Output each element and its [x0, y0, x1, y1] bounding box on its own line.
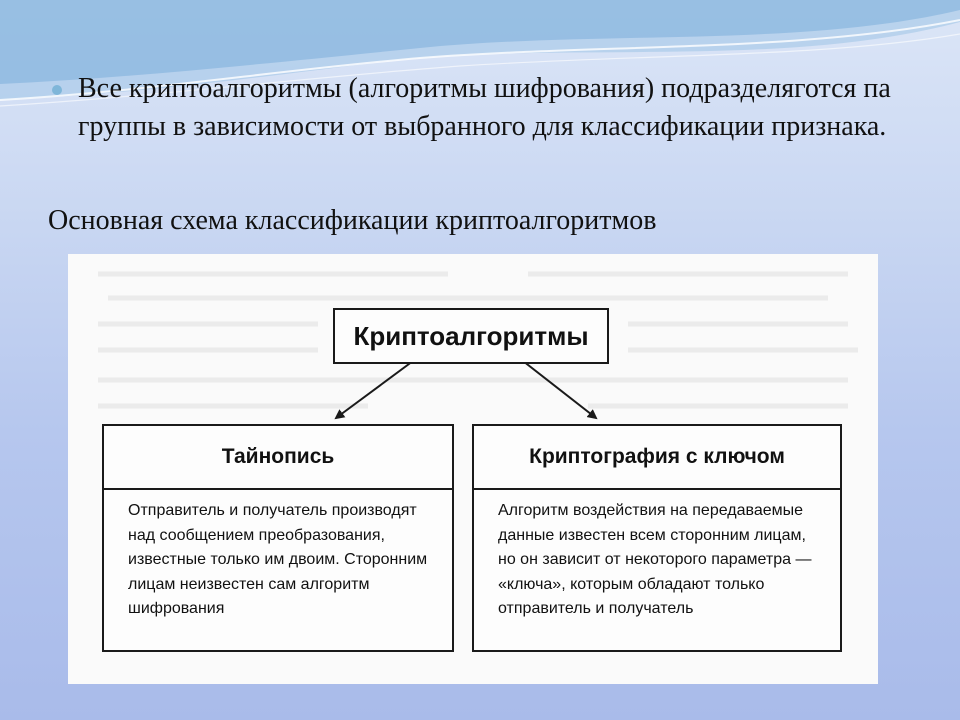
left-node-text: Отправитель и получатель производят над сообщением преобразования, известные только им двоим. Сторонним лицам неизвестен сам алгоритм шифрования — [128, 502, 428, 617]
bullet-icon — [52, 85, 62, 95]
root-node: Криптоалгоритмы — [333, 308, 609, 364]
left-node — [102, 424, 454, 652]
right-node-title: Криптография с ключом — [474, 426, 840, 490]
classification-diagram — [68, 254, 878, 684]
arrow-to-left — [336, 361, 413, 418]
slide-subtitle: Основная схема классификации криптоалгоритмов — [48, 205, 657, 236]
bullet-text: Все криптоалгоритмы (алгоритмы шифрования) подразделяготся па группы в зависимости от выбранного для классификации признака. — [78, 73, 891, 142]
arrow-to-right — [523, 361, 596, 418]
left-node-title: Тайнопись — [104, 426, 452, 490]
right-node-text: Алгоритм воздействия на передаваемые данные известен всем сторонним лицам, но он зависит от некоторого параметра — «ключа», которым обладают только отправитель и получатель — [498, 502, 812, 617]
right-node — [472, 424, 842, 652]
